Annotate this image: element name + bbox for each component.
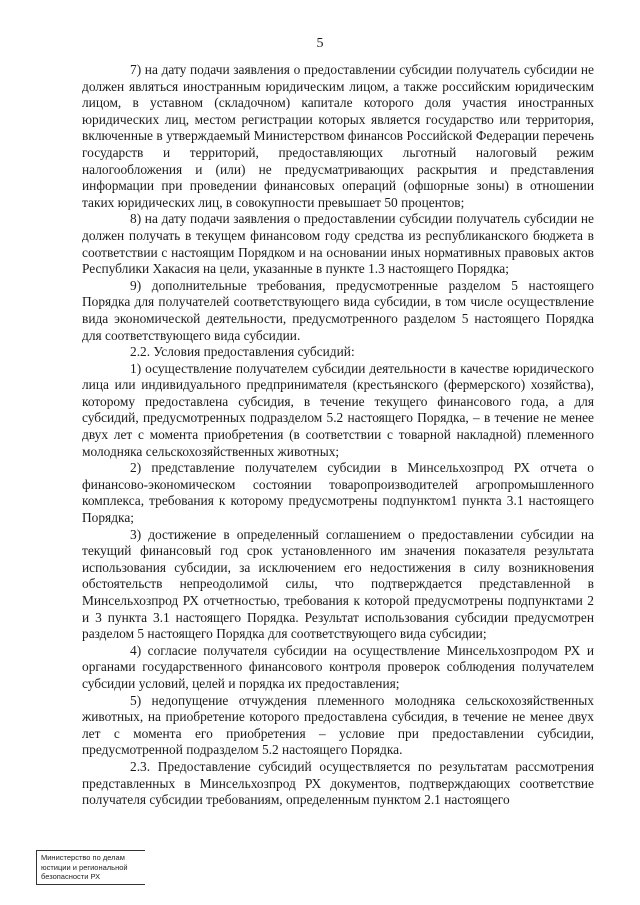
condition-item-5: 5) недопущение отчуждения племенного молодняка сельскохозяйственных животных, на приобретение которого предоставлена субсидия, в течение не менее двух лет с момента его приобретения – условие при предоставлении субсидии, предусмотренной подразделом 5.2 настоящего Порядка.	[82, 692, 594, 758]
page-number: 5	[316, 36, 324, 51]
stamp-line: Министерство по делам	[41, 853, 125, 862]
condition-item-4: 4) согласие получателя субсидии на осуществление Минсельхозпродом РХ и органами государственного финансового контроля проверок соблюдения получателем субсидии условий, целей и порядка их предоставления;	[82, 642, 594, 691]
section-2-3-paragraph: 2.3. Предоставление субсидий осуществляется по результатам рассмотрения представленных в Минсельхозпрод РХ документов, подтверждающих соответствие получателя субсидии требованиям, определенным пунктом 2.1 настоящего	[82, 758, 594, 808]
condition-item-2: 2) представление получателем субсидии в Минсельхозпрод РХ отчета о финансово-экономическом состоянии товаропроизводителей агропромышленного комплекса, требования к которому предусмотрены подпунктом1 пункта 3.1 настоящего Порядка;	[82, 460, 594, 526]
paragraph-item-9: 9) дополнительные требования, предусмотренные разделом 5 настоящего Порядка для получателей соответствующего вида субсидии, в том числе осуществление вида экономической деятельности, предусмотренного разделом 5 настоящего Порядка для соответствующего вида субсидии.	[82, 277, 594, 343]
document-body	[82, 62, 594, 809]
paragraph-item-7: 7) на дату подачи заявления о предоставлении субсидии получатель субсидии не должен являться иностранным юридическим лицом, а также российским юридическим лицом, в уставном (складочном) капитале которого доля участия иностранных юридических лиц, местом регистрации которых является государство или территория, включенные в утверждаемый Министерством финансов Российской Федерации перечень государств и территорий, предоставляющих льготный налоговый режим налогообложения и (или) не предусматривающих раскрытия и представления информации при проведении финансовых операций (офшорные зоны) в отношении таких юридических лиц, в совокупности превышает 50 процентов;	[82, 62, 594, 210]
condition-item-1: 1) осуществление получателем субсидии деятельности в качестве юридического лица или индивидуального предпринимателя (крестьянского (фермерского) хозяйства), которому предоставлена субсидия, в течение текущего финансового года, а для субсидий, предусмотренных подразделом 5.2 настоящего Порядка, – в течение не менее двух лет с момента приобретения (в соответствии с товарной накладной) племенного молодняка сельскохозяйственных животных;	[82, 360, 594, 459]
stamp-line: безопасности РХ	[41, 872, 101, 881]
paragraph-item-8: 8) на дату подачи заявления о предоставлении субсидии получатель субсидии не должен получать в текущем финансовом году средства из республиканского бюджета в соответствии с настоящим Порядком и на основании иных нормативных правовых актов Республики Хакасия на цели, указанные в пункте 1.3 настоящего Порядка;	[82, 211, 594, 277]
stamp-line: юстиции и региональной	[41, 862, 128, 872]
registration-stamp	[36, 850, 145, 885]
section-heading-2-2: 2.2. Условия предоставления субсидий:	[130, 344, 355, 360]
condition-item-3: 3) достижение в определенный соглашением о предоставлении субсидии на текущий финансовый год срок установленного им значения показателя результата использования субсидии, за исключением его недостижения в силу возникновения обстоятельств непреодолимой силы, что подтверждается представленной в Минсельхозпрод РХ отчетностью, требования к которой предусмотрены подпунктами 2 и 3 пункта 3.1 настоящего Порядка. Результат использования субсидии предусмотрен разделом 5 настоящего Порядка для соответствующего вида субсидии;	[82, 526, 594, 642]
